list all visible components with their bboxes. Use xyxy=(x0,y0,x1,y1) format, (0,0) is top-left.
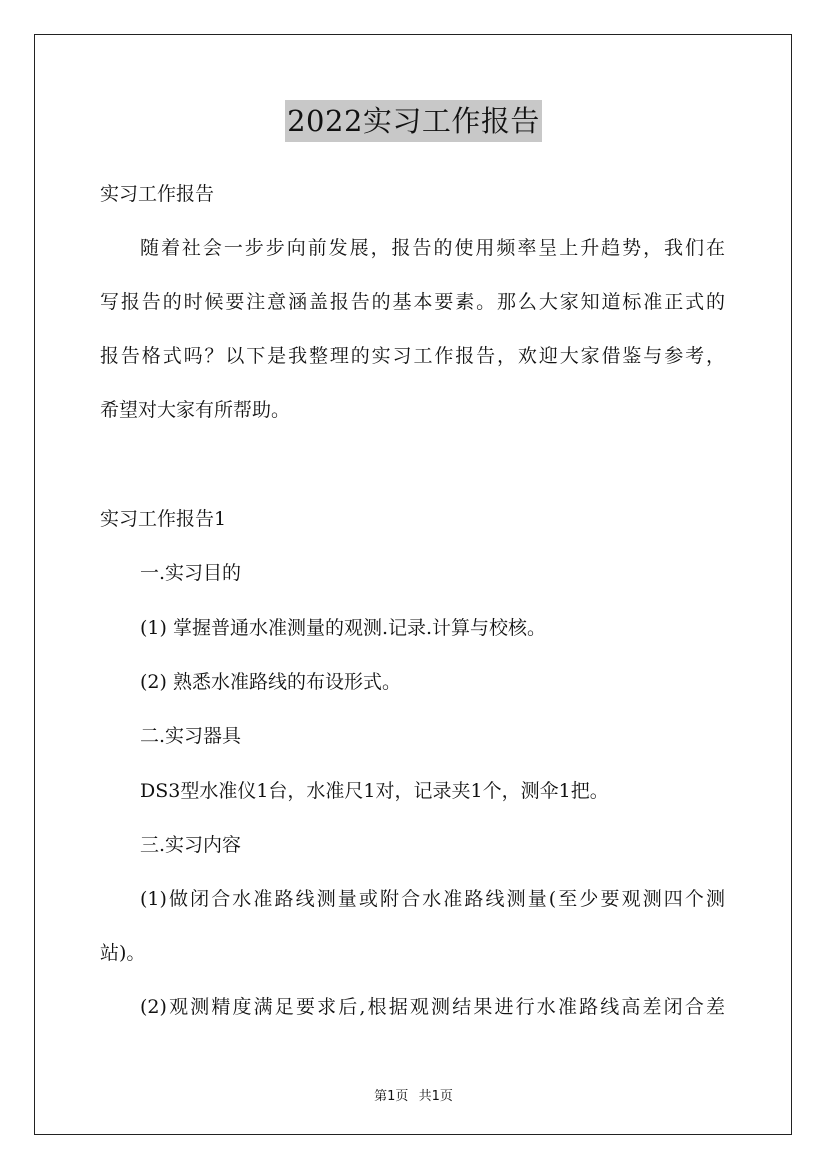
intro-line-4: 希望对大家有所帮助。 xyxy=(100,399,291,421)
page-total: 共1页 xyxy=(418,1089,453,1104)
content-line-1: (1)做闭合水准路线测量或附合水准路线测量(至少要观测四个测 xyxy=(140,888,725,910)
purpose-item-2: (2) 熟悉水准路线的布设形式。 xyxy=(140,671,401,693)
intro-line-3: 报告格式吗？以下是我整理的实习工作报告，欢迎大家借鉴与参考， xyxy=(100,345,725,367)
intro-line-2: 写报告的时候要注意涵盖报告的基本要素。那么大家知道标准正式的 xyxy=(100,291,725,313)
page-number: 第1页 xyxy=(374,1089,409,1104)
document-title: 2022实习工作报告 xyxy=(285,100,542,142)
heading-equipment: 二.实习器具 xyxy=(140,725,242,747)
content-line-3: (2)观测精度满足要求后,根据观测结果进行水准路线高差闭合差 xyxy=(140,996,725,1018)
page-footer xyxy=(0,1085,827,1104)
purpose-item-1: (1) 掌握普通水准测量的观测.记录.计算与校核。 xyxy=(140,617,547,639)
equipment-list: DS3型水准仪1台，水准尺1对，记录夹1个，测伞1把。 xyxy=(140,780,609,802)
content-line-2: 站)。 xyxy=(100,942,146,964)
heading-content: 三.实习内容 xyxy=(140,834,242,856)
heading-purpose: 一.实习目的 xyxy=(140,562,242,584)
document-subtitle: 实习工作报告 xyxy=(100,183,215,205)
section-title: 实习工作报告1 xyxy=(100,508,227,530)
title-container xyxy=(0,100,827,142)
intro-line-1: 随着社会一步步向前发展，报告的使用频率呈上升趋势，我们在 xyxy=(140,237,725,259)
